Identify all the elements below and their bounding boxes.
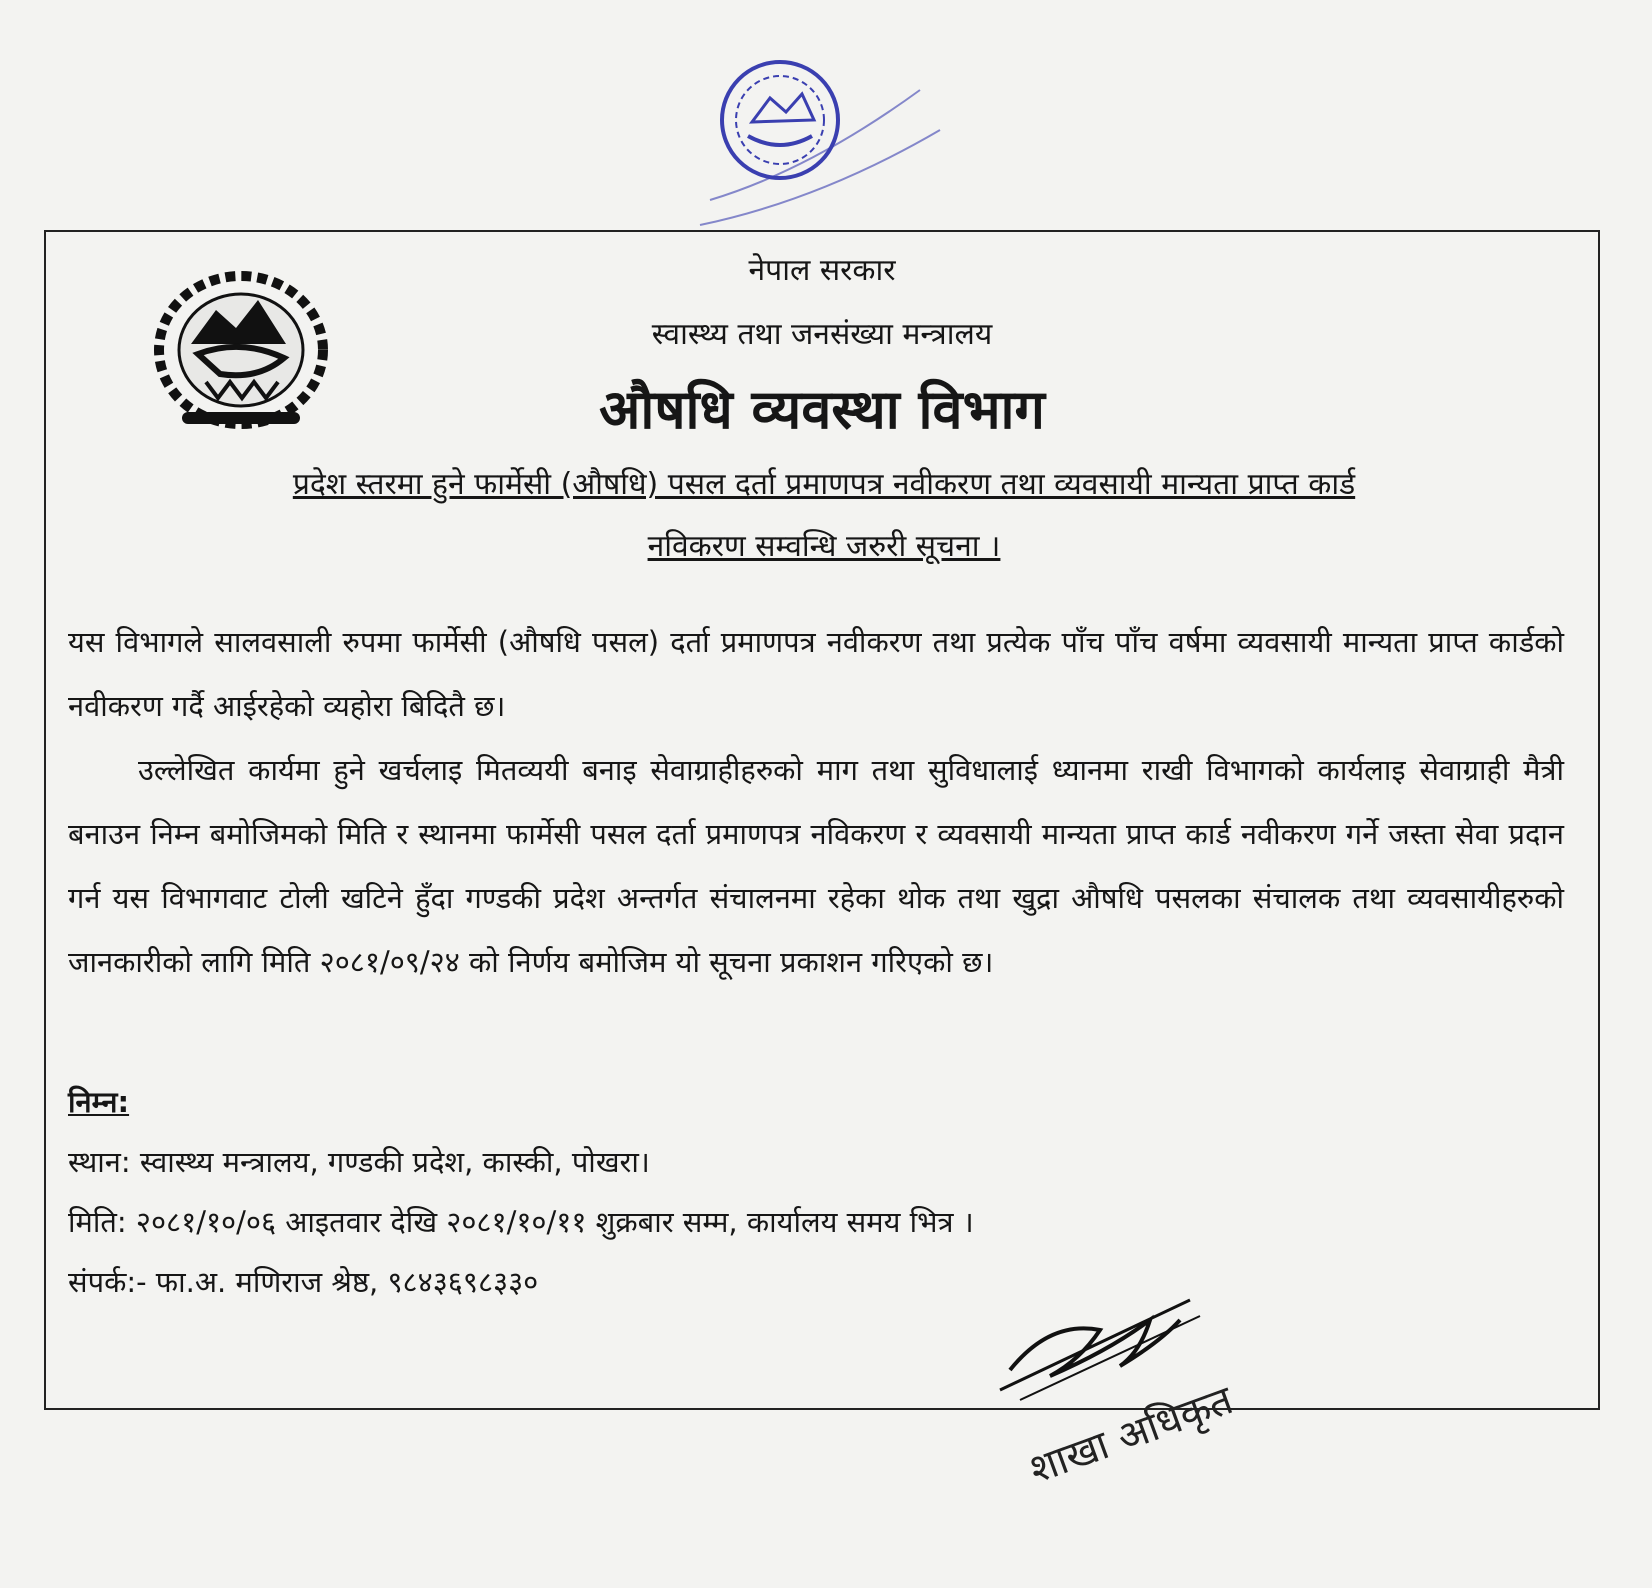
details-location: स्थान: स्वास्थ्य मन्त्रालय, गण्डकी प्रदेश, कास्की, पोखरा। (68, 1145, 650, 1179)
notice-body (68, 610, 1564, 994)
paragraph-1: यस विभागले सालवसाली रुपमा फार्मेसी (औषधि पसल) दर्ता प्रमाणपत्र नवीकरण तथा प्रत्येक पाँच पाँच वर्षमा व्यवसायी मान्यता प्राप्त कार्डको नवीकरण गर्दै आईरहेको व्यहोरा बिदितै छ। (68, 625, 1564, 723)
subject-line-1: प्रदेश स्तरमा हुने फार्मेसी (औषधि) पसल दर्ता प्रमाणपत्र नवीकरण तथा व्यवसायी मान्यता प्राप्त कार्ड (292, 467, 1356, 502)
paragraph-2: उल्लेखित कार्यमा हुने खर्चलाइ मितव्ययी बनाइ सेवाग्राहीहरुको माग तथा सुविधालाई ध्यानमा राखी विभागको कार्यलाइ सेवाग्राही मैत्री बनाउन निम्न बमोजिमको मिति र स्थानमा फार्मेसी पसल दर्ता प्रमाणपत्र नविकरण र व्यवसायी मान्यता प्राप्त कार्ड नवीकरण गर्ने जस्ता सेवा प्रदान गर्न यस विभागवाट टोली खटिने हुँदा गण्डकी प्रदेश अन्तर्गत संचालनमा रहेका थोक तथा खुद्रा औषधि पसलका संचालक तथा व्यवसायीहरुको जानकारीको लागि मिति २०८१/०९/२४ को निर्णय बमोजिम यो सूचना प्रकाशन गरिएको छ। (68, 753, 1564, 979)
government-name: नेपाल सरकार (748, 253, 896, 288)
details-contact: संपर्क:- फा.अ. मणिराज श्रेष्ठ, ९८४३६९८३३० (68, 1265, 539, 1299)
department-stamp (690, 50, 970, 240)
details-date: मिति: २०८१/१०/०६ आइतवार देखि २०८१/१०/११ शुक्रबार सम्म, कार्यालय समय भित्र । (68, 1205, 974, 1239)
ministry-name: स्वास्थ्य तथा जनसंख्या मन्त्रालय (651, 317, 993, 352)
subject-line-2: नविकरण सम्वन्धि जरुरी सूचना । (647, 529, 1001, 564)
department-title: औषधि व्यवस्था विभाग (599, 378, 1045, 441)
signature-title: शाखा अधिकृत (1023, 1377, 1239, 1494)
details-heading: निम्न: (68, 1085, 130, 1119)
notice-box (44, 230, 1600, 1410)
notice-details (68, 1072, 1564, 1312)
notice-subject (106, 454, 1542, 578)
